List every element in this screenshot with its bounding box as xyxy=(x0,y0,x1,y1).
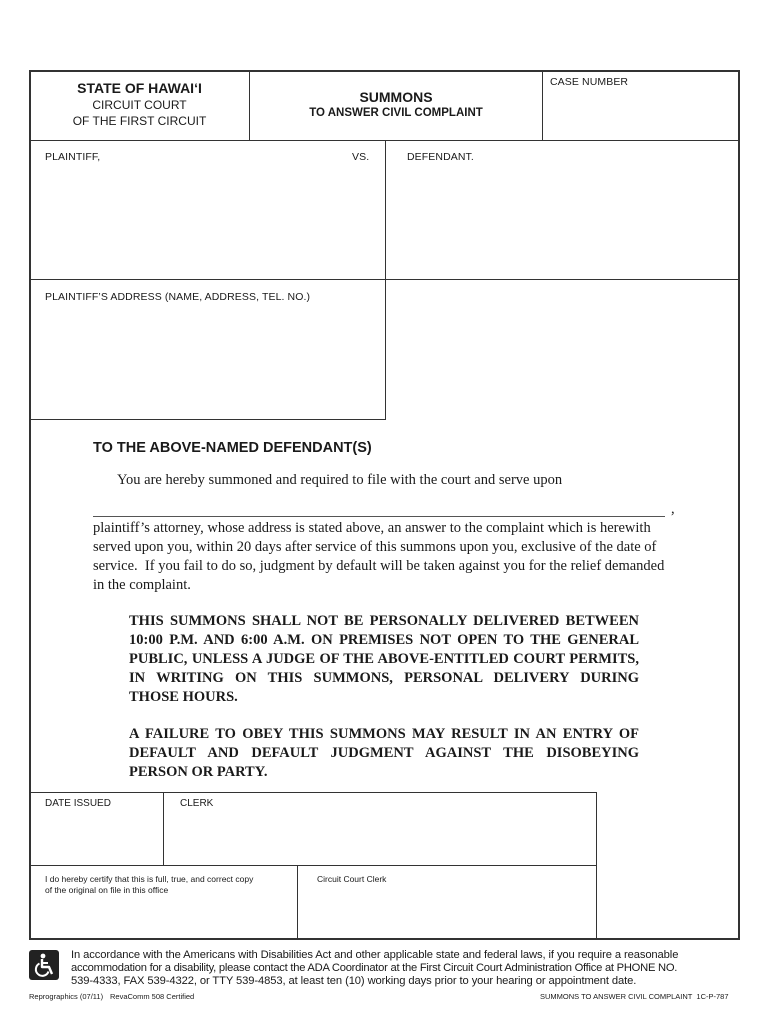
revacomm-label: RevaComm 508 Certified xyxy=(110,992,195,1001)
form-id: SUMMONS TO ANSWER CIVIL COMPLAINT 1C-P-787 xyxy=(540,992,729,1001)
summons-title: SUMMONS xyxy=(359,89,433,105)
defendant-label: DEFENDANT. xyxy=(407,151,474,163)
address-box-bottom xyxy=(29,419,386,420)
body-line-4: in the complaint. xyxy=(93,577,191,593)
certify-top-line xyxy=(29,865,597,866)
clerk-label: CLERK xyxy=(180,798,214,809)
summons-subtitle: TO ANSWER CIVIL COMPLAINT xyxy=(309,107,483,119)
case-number-field[interactable] xyxy=(543,92,739,139)
case-number-label: CASE NUMBER xyxy=(550,76,629,88)
certify-clerk-divider xyxy=(297,865,298,940)
circuit-name: OF THE FIRST CIRCUIT xyxy=(72,114,207,128)
attorney-name-field[interactable] xyxy=(93,498,665,516)
defendant-field[interactable] xyxy=(387,168,738,277)
date-issued-label: DATE ISSUED xyxy=(45,798,111,809)
date-issued-field[interactable] xyxy=(31,812,161,863)
body-line-2: served upon you, within 20 days after service of this summons upon you, exclusive of the date of xyxy=(93,539,657,555)
plaintiff-address-field[interactable] xyxy=(31,308,383,417)
address-box-right xyxy=(385,279,386,419)
summons-intro: You are hereby summoned and required to file with the court and serve upon xyxy=(117,472,563,488)
date-clerk-divider xyxy=(163,792,164,865)
parties-divider xyxy=(385,140,386,279)
state-title: STATE OF HAWAI‘I xyxy=(77,80,202,96)
default-warning: A FAILURE TO OBEY THIS SUMMONS MAY RESULT IN AN ENTRY OF DEFAULT AND DEFAULT JUDGMENT AGAINST THE DISOBEYING PERSON OR PARTY. xyxy=(129,726,639,780)
summons-heading: TO THE ABOVE-NAMED DEFENDANT(S) xyxy=(93,440,372,456)
ada-line-2: accommodation for a disability, please contact the ADA Coordinator at the First Circuit Court Administration Office at PHONE NO. xyxy=(71,962,678,974)
clerk-signature-field[interactable] xyxy=(165,812,594,863)
wheelchair-accessibility-icon xyxy=(29,950,59,980)
plaintiff-label: PLAINTIFF, xyxy=(45,151,101,163)
vs-label: VS. xyxy=(352,151,370,163)
ada-line-1: In accordance with the Americans with Disabilities Act and other applicable state and federal laws, if you require a reasonable xyxy=(71,949,679,961)
circuit-clerk-signature-field[interactable] xyxy=(299,895,595,938)
header-divider-left xyxy=(249,70,250,140)
delivery-warning: THIS SUMMONS SHALL NOT BE PERSONALLY DELIVERED BETWEEN 10:00 P.M. AND 6:00 A.M. ON PREMISES NOT OPEN TO THE GENERAL PUBLIC, UNLESS A JUDGE OF THE ABOVE-ENTITLED COURT PERMITS, IN WRITING ON THIS SUMMONS, PERSONAL DELIVERY DURING THOSE HOURS. xyxy=(129,613,639,705)
circuit-clerk-label: Circuit Court Clerk xyxy=(317,874,387,884)
body-line-1: plaintiff’s attorney, whose address is stated above, an answer to the complaint which is herewith xyxy=(93,520,651,536)
certify-line-1: I do hereby certify that this is full, true, and correct copy xyxy=(45,874,254,884)
signature-top-line xyxy=(29,792,597,793)
court-name: CIRCUIT COURT xyxy=(92,98,187,112)
comma: , xyxy=(671,501,675,517)
body-line-3: service. If you fail to do so, judgment by default will be taken against you for the relief demanded xyxy=(93,558,665,574)
reprographics-label: Reprographics (07/11) xyxy=(29,992,104,1001)
certify-line-2: of the original on file in this office xyxy=(45,885,169,895)
plaintiff-address-label: PLAINTIFF’S ADDRESS (NAME, ADDRESS, TEL. NO.) xyxy=(45,291,311,303)
signature-right-border xyxy=(596,792,597,940)
ada-line-3: 539-4333, FAX 539-4322, or TTY 539-4853, at least ten (10) working days prior to your hearing or appointment date. xyxy=(71,975,637,987)
attorney-blank-line xyxy=(93,516,665,517)
plaintiff-field[interactable] xyxy=(31,168,383,277)
